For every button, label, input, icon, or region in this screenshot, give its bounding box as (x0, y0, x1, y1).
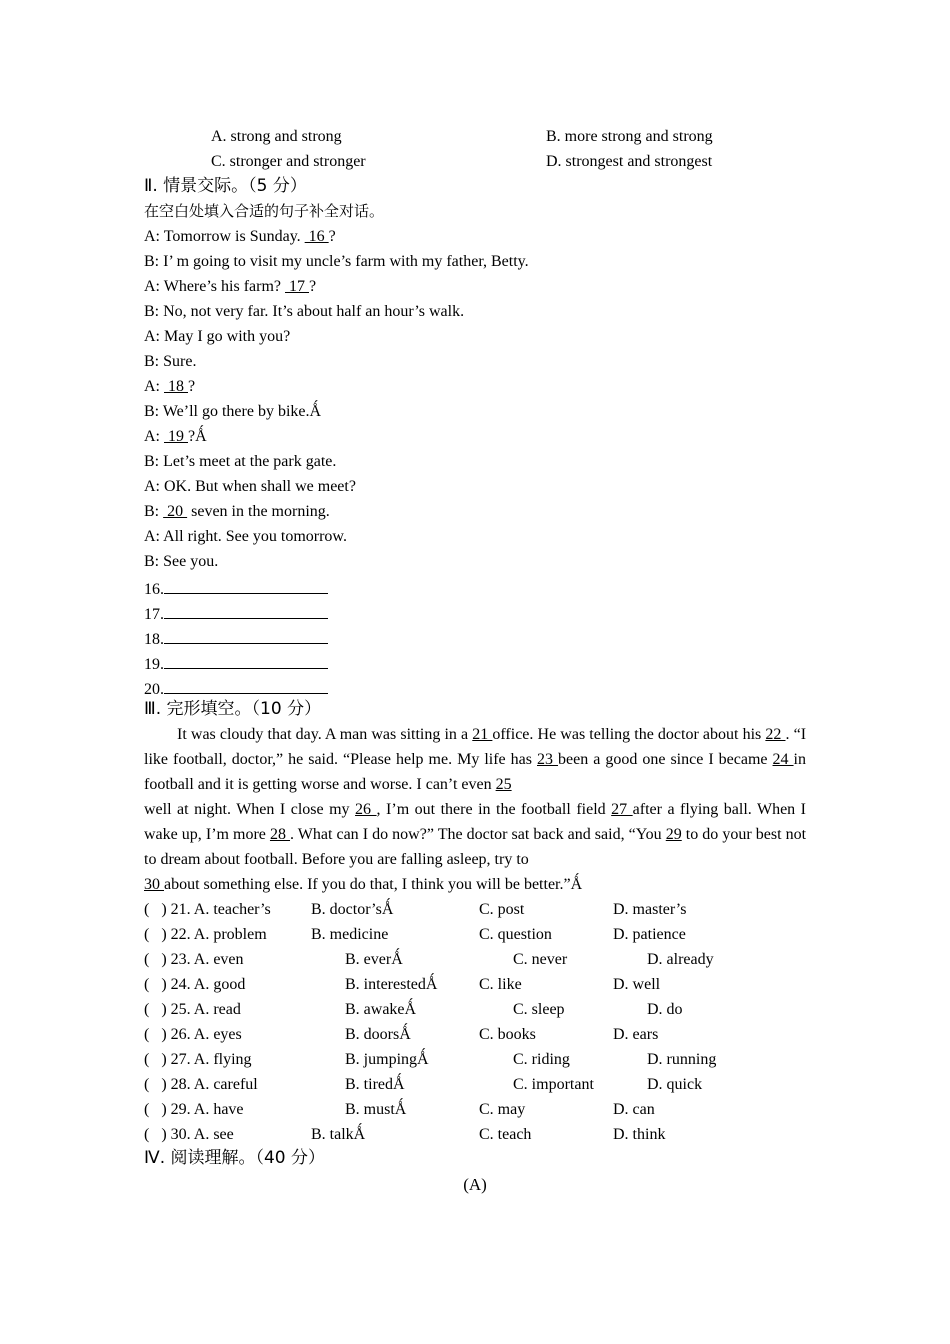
blank-27: 27 (611, 801, 633, 818)
section4-title: Ⅳ. 阅读理解。（40 分） (144, 1148, 326, 1168)
dialogue-line: B: See you. (144, 553, 219, 570)
dialogue-line: A: May I go with you? (144, 328, 291, 345)
dialogue-line: B: Sure. (144, 353, 197, 370)
dialogue-line: A: Where’s his farm? 17 ? (144, 278, 317, 295)
blank-26: 26 (355, 801, 377, 818)
q15-option-d: D. strongest and strongest (546, 153, 713, 170)
blank-22: 22 (765, 726, 786, 743)
dialogue-line: A: OK. But when shall we meet? (144, 478, 356, 495)
question-21-d: D. master’s (613, 901, 687, 918)
question-24-b: B. interestedǺ (345, 976, 438, 993)
dialogue-line: B: We’ll go there by bike.Ǻ (144, 403, 322, 420)
question-24-d: D. well (613, 976, 661, 993)
question-21-c: C. post (479, 901, 525, 918)
question-26-d: D. ears (613, 1026, 659, 1043)
question-23-b: B. everǺ (345, 951, 403, 968)
question-25-d: D. do (647, 1001, 683, 1018)
q15-option-b: B. more strong and strong (546, 128, 713, 145)
question-23: ( ) 23. A. even (144, 951, 244, 968)
answer-line-20[interactable]: 20. (144, 677, 328, 700)
question-28-b: B. tiredǺ (345, 1076, 405, 1093)
section3-title: Ⅲ. 完形填空。（10 分） (144, 699, 322, 719)
question-22-b: B. medicine (311, 926, 389, 943)
blank-19: 19 (164, 428, 188, 445)
dialogue-line: A: Tomorrow is Sunday. 16 ? (144, 228, 336, 245)
question-29: ( ) 29. A. have (144, 1101, 244, 1118)
q15-option-a: A. strong and strong (211, 128, 342, 145)
question-23-d: D. already (647, 951, 714, 968)
section2-title: Ⅱ. 情景交际。（5 分） (144, 176, 307, 196)
answer-line-16[interactable]: 16. (144, 577, 328, 600)
question-28-d: D. quick (647, 1076, 703, 1093)
question-27-c: C. riding (513, 1051, 570, 1068)
blank-18: 18 (164, 378, 188, 395)
question-21-b: B. doctor’sǺ (311, 901, 394, 918)
blank-28: 28 (269, 826, 291, 843)
question-24-c: C. like (479, 976, 522, 993)
question-22-d: D. patience (613, 926, 686, 943)
question-28: ( ) 28. A. careful (144, 1076, 258, 1093)
dialogue-line: B: I’ m going to visit my uncle’s farm with my father, Betty. (144, 253, 529, 270)
question-22: ( ) 22. A. problem (144, 926, 267, 943)
question-26-c: C. books (479, 1026, 536, 1043)
question-22-c: C. question (479, 926, 552, 943)
dialogue-line: A: All right. See you tomorrow. (144, 528, 347, 545)
q15-option-c: C. stronger and stronger (211, 153, 366, 170)
dialogue-line: B: 20 seven in the morning. (144, 503, 330, 520)
question-26: ( ) 26. A. eyes (144, 1026, 242, 1043)
question-24: ( ) 24. A. good (144, 976, 246, 993)
cloze-passage: It was cloudy that day. A man was sitting in a 21 office. He was telling the doctor about his 22 . “I like football, doctor,” he said. “Please help me. My life has 23 been a good one since I became 24 in football and it is getting worse and worse. I can’t even 25 well at night. When I close my 26 , I’m out there in the football field 27 after a flying ball. When I wake up, I’m more 28 . What can I do now?” The doctor sat back and said, “You 29 to do your best not to dream about football. Before you are falling asleep, try to 30 about something else. If you do that, I think you will be better.”Ǻ (144, 726, 807, 893)
answer-line-17[interactable]: 17. (144, 602, 328, 625)
question-29-d: D. can (613, 1101, 655, 1118)
answer-line-19[interactable]: 19. (144, 652, 328, 675)
question-25: ( ) 25. A. read (144, 1001, 241, 1018)
question-30-c: C. teach (479, 1126, 532, 1143)
question-30-d: D. think (613, 1126, 666, 1143)
question-27: ( ) 27. A. flying (144, 1051, 252, 1068)
blank-21: 21 (472, 726, 493, 743)
dialogue-line: B: Let’s meet at the park gate. (144, 453, 337, 470)
dialogue-line: B: No, not very far. It’s about half an hour’s walk. (144, 303, 465, 320)
blank-25: 25 (495, 776, 512, 793)
question-21: ( ) 21. A. teacher’s (144, 901, 271, 918)
question-26-b: B. doorsǺ (345, 1026, 411, 1043)
question-30: ( ) 30. A. see (144, 1126, 234, 1143)
blank-30: 30 (144, 876, 164, 893)
blank-20: 20 (163, 503, 188, 520)
question-25-b: B. awakeǺ (345, 1001, 417, 1018)
blank-16: 16 (304, 228, 329, 245)
dialogue-line: A: 19 ?Ǻ (144, 428, 207, 445)
question-28-c: C. important (513, 1076, 594, 1093)
question-30-b: B. talkǺ (311, 1126, 366, 1143)
blank-29: 29 (665, 826, 682, 843)
blank-23: 23 (537, 751, 559, 768)
blank-17: 17 (285, 278, 309, 295)
question-27-d: D. running (647, 1051, 717, 1068)
question-27-b: B. jumpingǺ (345, 1051, 429, 1068)
question-25-c: C. sleep (513, 1001, 565, 1018)
section2-instruction: 在空白处填入合适的句子补全对话。 (144, 202, 385, 220)
question-29-b: B. mustǺ (345, 1101, 407, 1118)
dialogue-line: A: 18 ? (144, 378, 196, 395)
question-23-c: C. never (513, 951, 568, 968)
answer-line-18[interactable]: 18. (144, 627, 328, 650)
blank-24: 24 (772, 751, 794, 768)
passage-a-heading: (A) (463, 1175, 487, 1194)
question-29-c: C. may (479, 1101, 526, 1118)
